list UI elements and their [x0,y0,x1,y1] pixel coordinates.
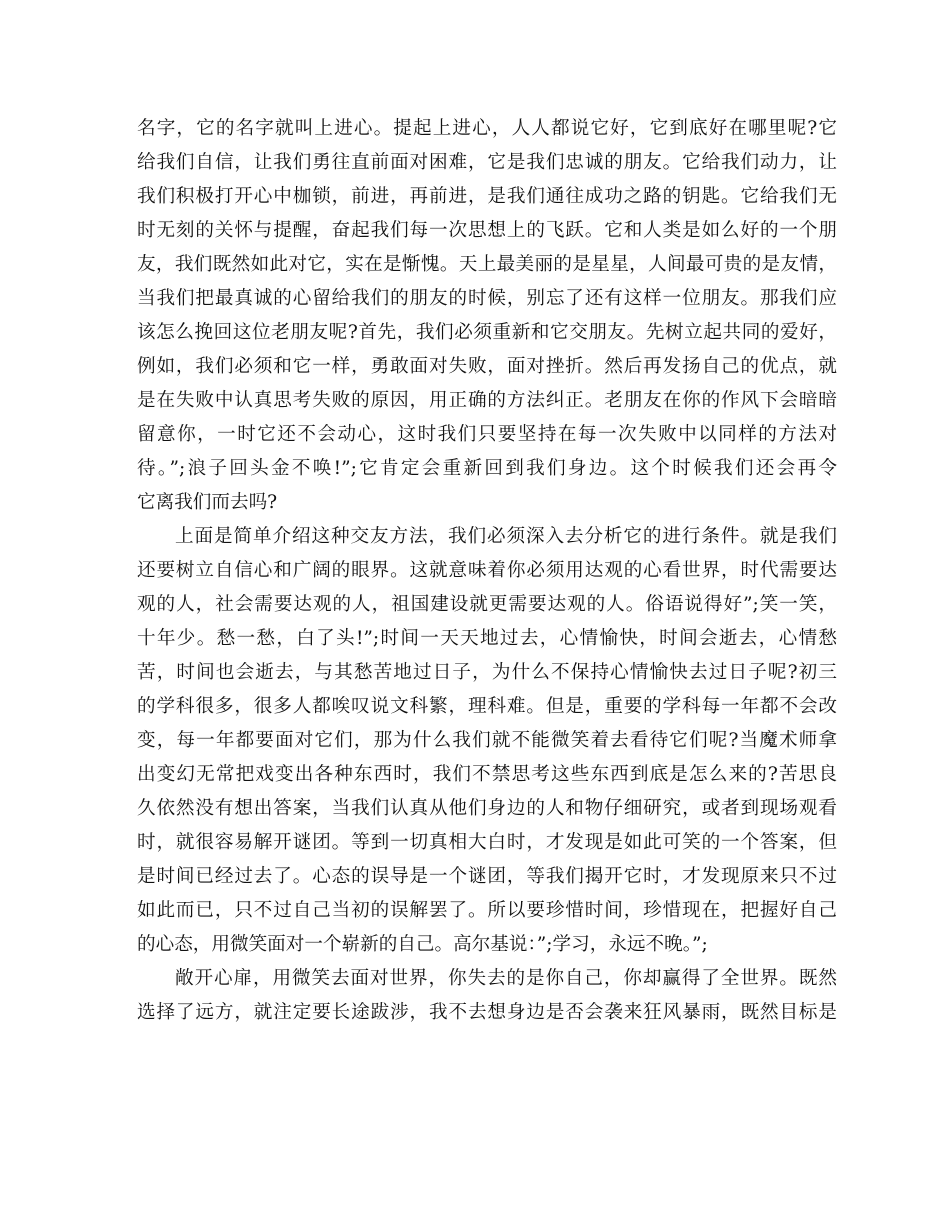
text-line: 我们积极打开心中枷锁，前进，再前进，是我们通往成功之路的钥匙。它给我们无 [137,186,837,207]
text-line: 当我们把最真诚的心留给我们的朋友的时候，别忘了还有这样一位朋友。那我们应 [137,288,837,309]
text-line: 十年少。愁一愁，白了头!”;时间一天天地过去，心情愉快，时间会逝去，心情愁 [137,628,837,649]
text-line: 久依然没有想出答案，当我们认真从他们身边的人和物仔细研究，或者到现场观看 [137,798,837,819]
text-line: 是时间已经过去了。心态的误导是一个谜团，等我们揭开它时，才发现原来只不过 [137,866,837,887]
text-line: 出变幻无常把戏变出各种东西时，我们不禁思考这些东西到底是怎么来的?苦思良 [137,764,837,785]
text-line: 还要树立自信心和广阔的眼界。这就意味着你必须用达观的心看世界，时代需要达 [137,560,837,581]
body-text [137,112,837,1030]
text-line: 如此而已，只不过自己当初的误解罢了。所以要珍惜时间，珍惜现在，把握好自己 [137,900,837,921]
text-line: 名字，它的名字就叫上进心。提起上进心，人人都说它好，它到底好在哪里呢?它 [137,118,837,139]
text-line: 时无刻的关怀与提醒，奋起我们每一次思想上的飞跃。它和人类是如么好的一个朋 [137,220,837,241]
text-line: 友，我们既然如此对它，实在是惭愧。天上最美丽的是星星，人间最可贵的是友情， [137,254,837,275]
text-line: 敞开心扉，用微笑去面对世界，你失去的是你自己，你却赢得了全世界。既然 [175,968,837,989]
text-line: 是在失败中认真思考失败的原因，用正确的方法纠正。老朋友在你的作风下会暗暗 [137,390,837,411]
text-line: 变，每一年都要面对它们，那为什么我们就不能微笑着去看待它们呢?当魔术师拿 [137,730,837,751]
text-line: 的学科很多，很多人都唉叹说文科繁，理科难。但是，重要的学科每一年都不会改 [137,696,837,717]
text-line: 该怎么挽回这位老朋友呢?首先，我们必须重新和它交朋友。先树立起共同的爱好， [137,322,837,343]
text-line: 留意你，一时它还不会动心，这时我们只要坚持在每一次失败中以同样的方法对 [137,424,837,445]
text-line: 时，就很容易解开谜团。等到一切真相大白时，才发现是如此可笑的一个答案，但 [137,832,837,853]
text-line: 上面是简单介绍这种交友方法，我们必须深入去分析它的进行条件。就是我们 [175,526,837,547]
text-line: 给我们自信，让我们勇往直前面对困难，它是我们忠诚的朋友。它给我们动力，让 [137,152,837,173]
text-line: 苦，时间也会逝去，与其愁苦地过日子，为什么不保持心情愉快去过日子呢?初三 [137,662,837,683]
text-line: 的心态，用微笑面对一个崭新的自己。高尔基说：”;学习，永远不晚。”; [137,934,708,955]
text-line: 待。”;浪子回头金不唤!”;它肯定会重新回到我们身边。这个时候我们还会再令 [137,458,837,479]
text-line: 观的人，社会需要达观的人，祖国建设就更需要达观的人。俗语说得好”;笑一笑， [137,594,837,615]
text-line: 它离我们而去吗? [137,492,278,513]
text-line: 例如，我们必须和它一样，勇敢面对失败，面对挫折。然后再发扬自己的优点，就 [137,356,837,377]
text-line: 选择了远方，就注定要长途跋涉，我不去想身边是否会袭来狂风暴雨，既然目标是 [137,1002,837,1023]
